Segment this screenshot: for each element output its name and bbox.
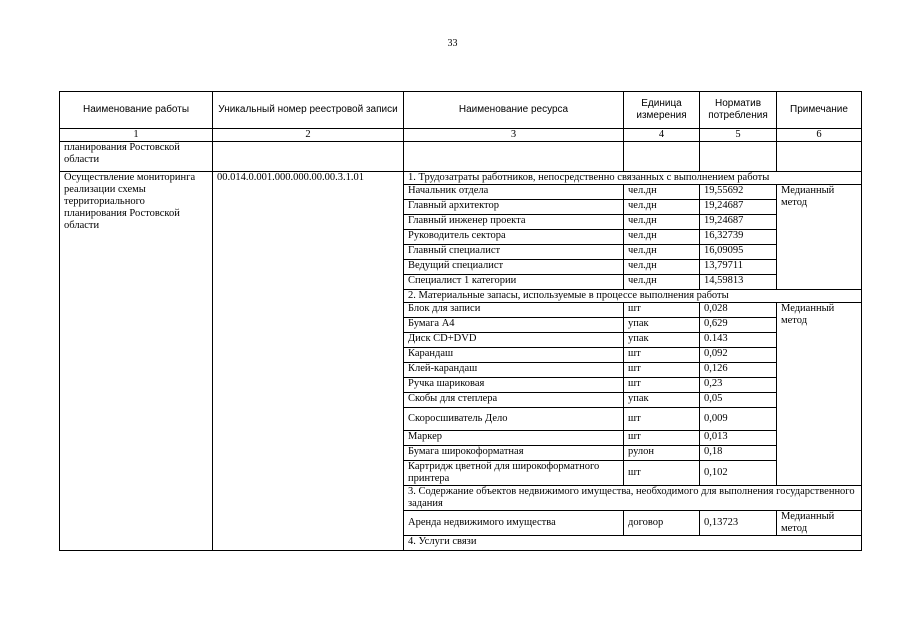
resource-unit: чел.дн <box>624 260 700 275</box>
work-name: Осуществление мониторинга реализации схемы территориального планирования Ростовской области <box>60 172 213 551</box>
resource-unit: шт <box>624 461 700 486</box>
resource-unit: чел.дн <box>624 200 700 215</box>
resource-name: Главный инженер проекта <box>404 215 624 230</box>
continued-row <box>60 142 862 172</box>
resource-name: Бумага А4 <box>404 318 624 333</box>
resource-value: 0,18 <box>700 446 777 461</box>
resource-unit: шт <box>624 431 700 446</box>
resource-unit: чел.дн <box>624 245 700 260</box>
section-row <box>60 172 862 185</box>
resource-value: 19,24687 <box>700 215 777 230</box>
resource-unit: чел.дн <box>624 185 700 200</box>
resource-name: Картридж цветной для широкоформатного принтера <box>404 461 624 486</box>
resource-value: 0,629 <box>700 318 777 333</box>
resource-value: 0,092 <box>700 348 777 363</box>
resource-value: 19,55692 <box>700 185 777 200</box>
resource-value: 14,59813 <box>700 275 777 290</box>
resource-name: Маркер <box>404 431 624 446</box>
column-number: 4 <box>624 129 700 142</box>
resource-name: Карандаш <box>404 348 624 363</box>
resource-name: Главный архитектор <box>404 200 624 215</box>
resource-value: 0.143 <box>700 333 777 348</box>
resource-value: 0,05 <box>700 393 777 408</box>
resource-name: Начальник отдела <box>404 185 624 200</box>
resource-unit: шт <box>624 348 700 363</box>
resource-value: 19,24687 <box>700 200 777 215</box>
column-number: 2 <box>213 129 404 142</box>
section-materials-title: 2. Материальные запасы, используемые в процессе выполнения работы <box>404 290 862 303</box>
resource-name: Скоросшиватель Дело <box>404 408 624 431</box>
section-communication-title: 4. Услуги связи <box>404 536 862 551</box>
resource-name: Специалист 1 категории <box>404 275 624 290</box>
header-resource-name: Наименование ресурса <box>404 92 624 129</box>
resource-unit: шт <box>624 303 700 318</box>
note-median-method: Медианный метод <box>777 511 862 536</box>
column-number: 6 <box>777 129 862 142</box>
header-norm: Норматив потребления <box>700 92 777 129</box>
resource-value: 0,126 <box>700 363 777 378</box>
page-number: 33 <box>447 38 458 49</box>
resource-unit: шт <box>624 363 700 378</box>
table-header-row <box>60 92 862 129</box>
resource-name: Диск CD+DVD <box>404 333 624 348</box>
resource-name: Ведущий специалист <box>404 260 624 275</box>
resource-unit: упак <box>624 333 700 348</box>
resource-value: 16,09095 <box>700 245 777 260</box>
section-property-title: 3. Содержание объектов недвижимого имущества, необходимого для выполнения государственного задания <box>404 486 862 511</box>
resource-unit: шт <box>624 408 700 431</box>
resource-name: Бумага широкоформатная <box>404 446 624 461</box>
resource-unit: шт <box>624 378 700 393</box>
resource-value: 16,32739 <box>700 230 777 245</box>
resource-value: 0,102 <box>700 461 777 486</box>
resource-value: 0,13723 <box>700 511 777 536</box>
resource-value: 0,028 <box>700 303 777 318</box>
resource-value: 0,013 <box>700 431 777 446</box>
resource-name: Клей-карандаш <box>404 363 624 378</box>
resource-value: 13,79711 <box>700 260 777 275</box>
resource-name: Главный специалист <box>404 245 624 260</box>
header-registry-number: Уникальный номер реестровой записи <box>213 92 404 129</box>
resource-norms-table <box>59 91 862 551</box>
resource-value: 0,009 <box>700 408 777 431</box>
resource-unit: договор <box>624 511 700 536</box>
resource-name: Аренда недвижимого имущества <box>404 511 624 536</box>
resource-name: Блок для записи <box>404 303 624 318</box>
registry-number: 00.014.0.001.000.000.00.00.3.1.01 <box>213 172 404 551</box>
resource-value: 0,23 <box>700 378 777 393</box>
column-number-row <box>60 129 862 142</box>
section-labor-title: 1. Трудозатраты работников, непосредственно связанных с выполнением работы <box>404 172 862 185</box>
resource-name: Ручка шариковая <box>404 378 624 393</box>
resource-unit: упак <box>624 393 700 408</box>
note-median-method: Медианный метод <box>777 185 862 290</box>
header-note: Примечание <box>777 92 862 129</box>
header-unit: Единица измерения <box>624 92 700 129</box>
resource-unit: чел.дн <box>624 215 700 230</box>
resource-name: Скобы для степлера <box>404 393 624 408</box>
header-work-name: Наименование работы <box>60 92 213 129</box>
continued-work-name: планирования Ростовской области <box>60 142 213 172</box>
note-median-method: Медианный метод <box>777 303 862 486</box>
column-number: 3 <box>404 129 624 142</box>
column-number: 1 <box>60 129 213 142</box>
resource-unit: рулон <box>624 446 700 461</box>
column-number: 5 <box>700 129 777 142</box>
resource-unit: чел.дн <box>624 230 700 245</box>
resource-unit: упак <box>624 318 700 333</box>
resource-name: Руководитель сектора <box>404 230 624 245</box>
resource-unit: чел.дн <box>624 275 700 290</box>
